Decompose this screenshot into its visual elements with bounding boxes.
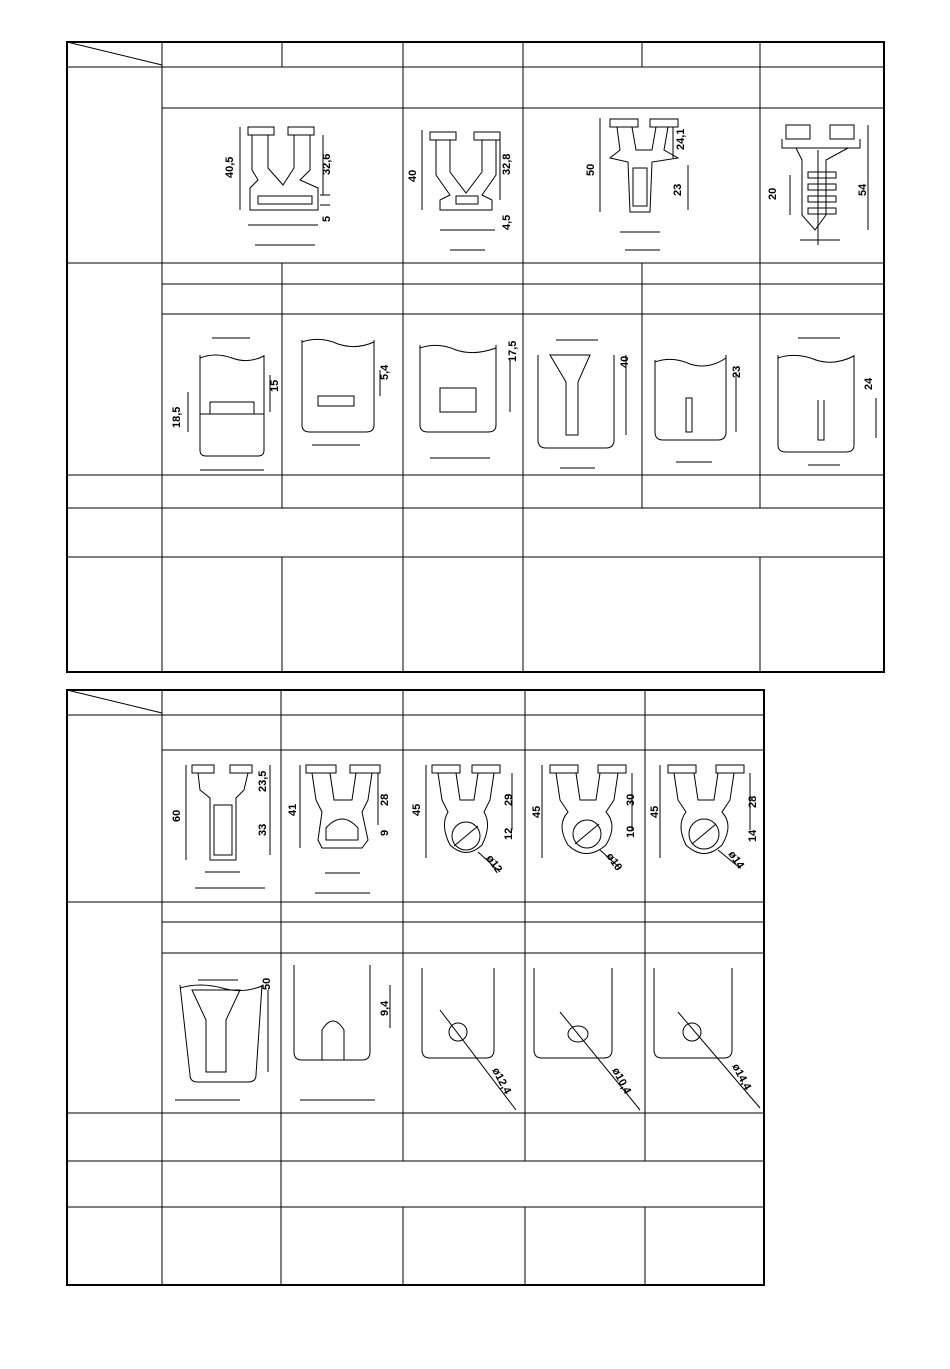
dim-g-total: 45 bbox=[411, 803, 423, 816]
dim-a-gap: 5 bbox=[321, 215, 333, 222]
terminal-figure-h bbox=[542, 765, 632, 868]
dim-b-total: 40 bbox=[407, 169, 419, 182]
dim-s5-v1: 23 bbox=[731, 365, 743, 378]
slot-sketch-3 bbox=[420, 345, 510, 458]
terminal-figure-g bbox=[426, 765, 512, 872]
hole-sketch-1 bbox=[175, 980, 268, 1100]
slot-sketch-4 bbox=[538, 340, 626, 468]
terminal-figure-b bbox=[422, 130, 500, 250]
dim-f-total: 41 bbox=[287, 803, 299, 816]
slot-sketch-1 bbox=[188, 338, 270, 470]
table2-grid bbox=[67, 690, 764, 1285]
dim-h3-dia: ø12,4 bbox=[489, 1065, 514, 1097]
terminal-figure-f bbox=[300, 765, 380, 893]
dim-s6-v1: 24 bbox=[863, 377, 875, 390]
dim-s1-v2: 15 bbox=[269, 379, 281, 392]
dim-f-low: 9 bbox=[379, 829, 391, 836]
dim-g-dia: ø12 bbox=[483, 852, 505, 876]
dim-h-dia: ø10 bbox=[603, 850, 625, 874]
dim-h5-dia: ø14,4 bbox=[729, 1061, 754, 1093]
dim-a-upper: 32,6 bbox=[321, 153, 333, 175]
dim-d-teeth: 20 bbox=[767, 187, 779, 200]
dim-e-slot: 33 bbox=[257, 823, 269, 836]
dim-g-upper: 29 bbox=[503, 793, 515, 806]
dim-s4-v1: 40 bbox=[619, 355, 631, 368]
dim-b-gap: 4,5 bbox=[501, 214, 513, 230]
table1-grid bbox=[67, 42, 884, 672]
dim-h-total: 45 bbox=[531, 805, 543, 818]
dim-s1-v1: 18,5 bbox=[171, 406, 183, 428]
dim-d-total: 54 bbox=[857, 183, 869, 196]
dim-a-total: 40,5 bbox=[224, 156, 236, 178]
dim-i-low: 14 bbox=[747, 829, 759, 842]
dim-s3-v1: 17,5 bbox=[507, 340, 519, 362]
dim-g-low: 12 bbox=[503, 827, 515, 840]
dim-h2-v1: 9,4 bbox=[379, 1000, 391, 1016]
dim-h-low: 10 bbox=[625, 825, 637, 838]
dim-i-dia: ø14 bbox=[725, 848, 747, 872]
dim-h1-v1: 50 bbox=[261, 977, 273, 990]
slot-sketch-6 bbox=[778, 338, 876, 465]
dim-h4-dia: ø10,4 bbox=[609, 1065, 634, 1097]
dim-c-total: 50 bbox=[585, 163, 597, 176]
dim-s2-v1: 5,4 bbox=[379, 364, 391, 380]
terminal-figure-d bbox=[782, 125, 868, 245]
dim-c-upper: 24,1 bbox=[675, 128, 687, 150]
dim-b-upper: 32,8 bbox=[501, 153, 513, 175]
dim-e-upper: 23,5 bbox=[257, 770, 269, 792]
dim-c-slot: 23 bbox=[672, 183, 684, 196]
slot-sketch-2 bbox=[302, 339, 380, 445]
hole-sketch-2 bbox=[294, 965, 390, 1100]
dim-e-total: 60 bbox=[171, 809, 183, 822]
terminal-figure-a bbox=[240, 127, 330, 245]
dim-h-upper: 30 bbox=[625, 793, 637, 806]
dim-i-upper: 28 bbox=[747, 795, 759, 808]
slot-sketch-5 bbox=[655, 355, 736, 462]
dim-f-upper: 28 bbox=[379, 793, 391, 806]
dim-i-total: 45 bbox=[649, 805, 661, 818]
